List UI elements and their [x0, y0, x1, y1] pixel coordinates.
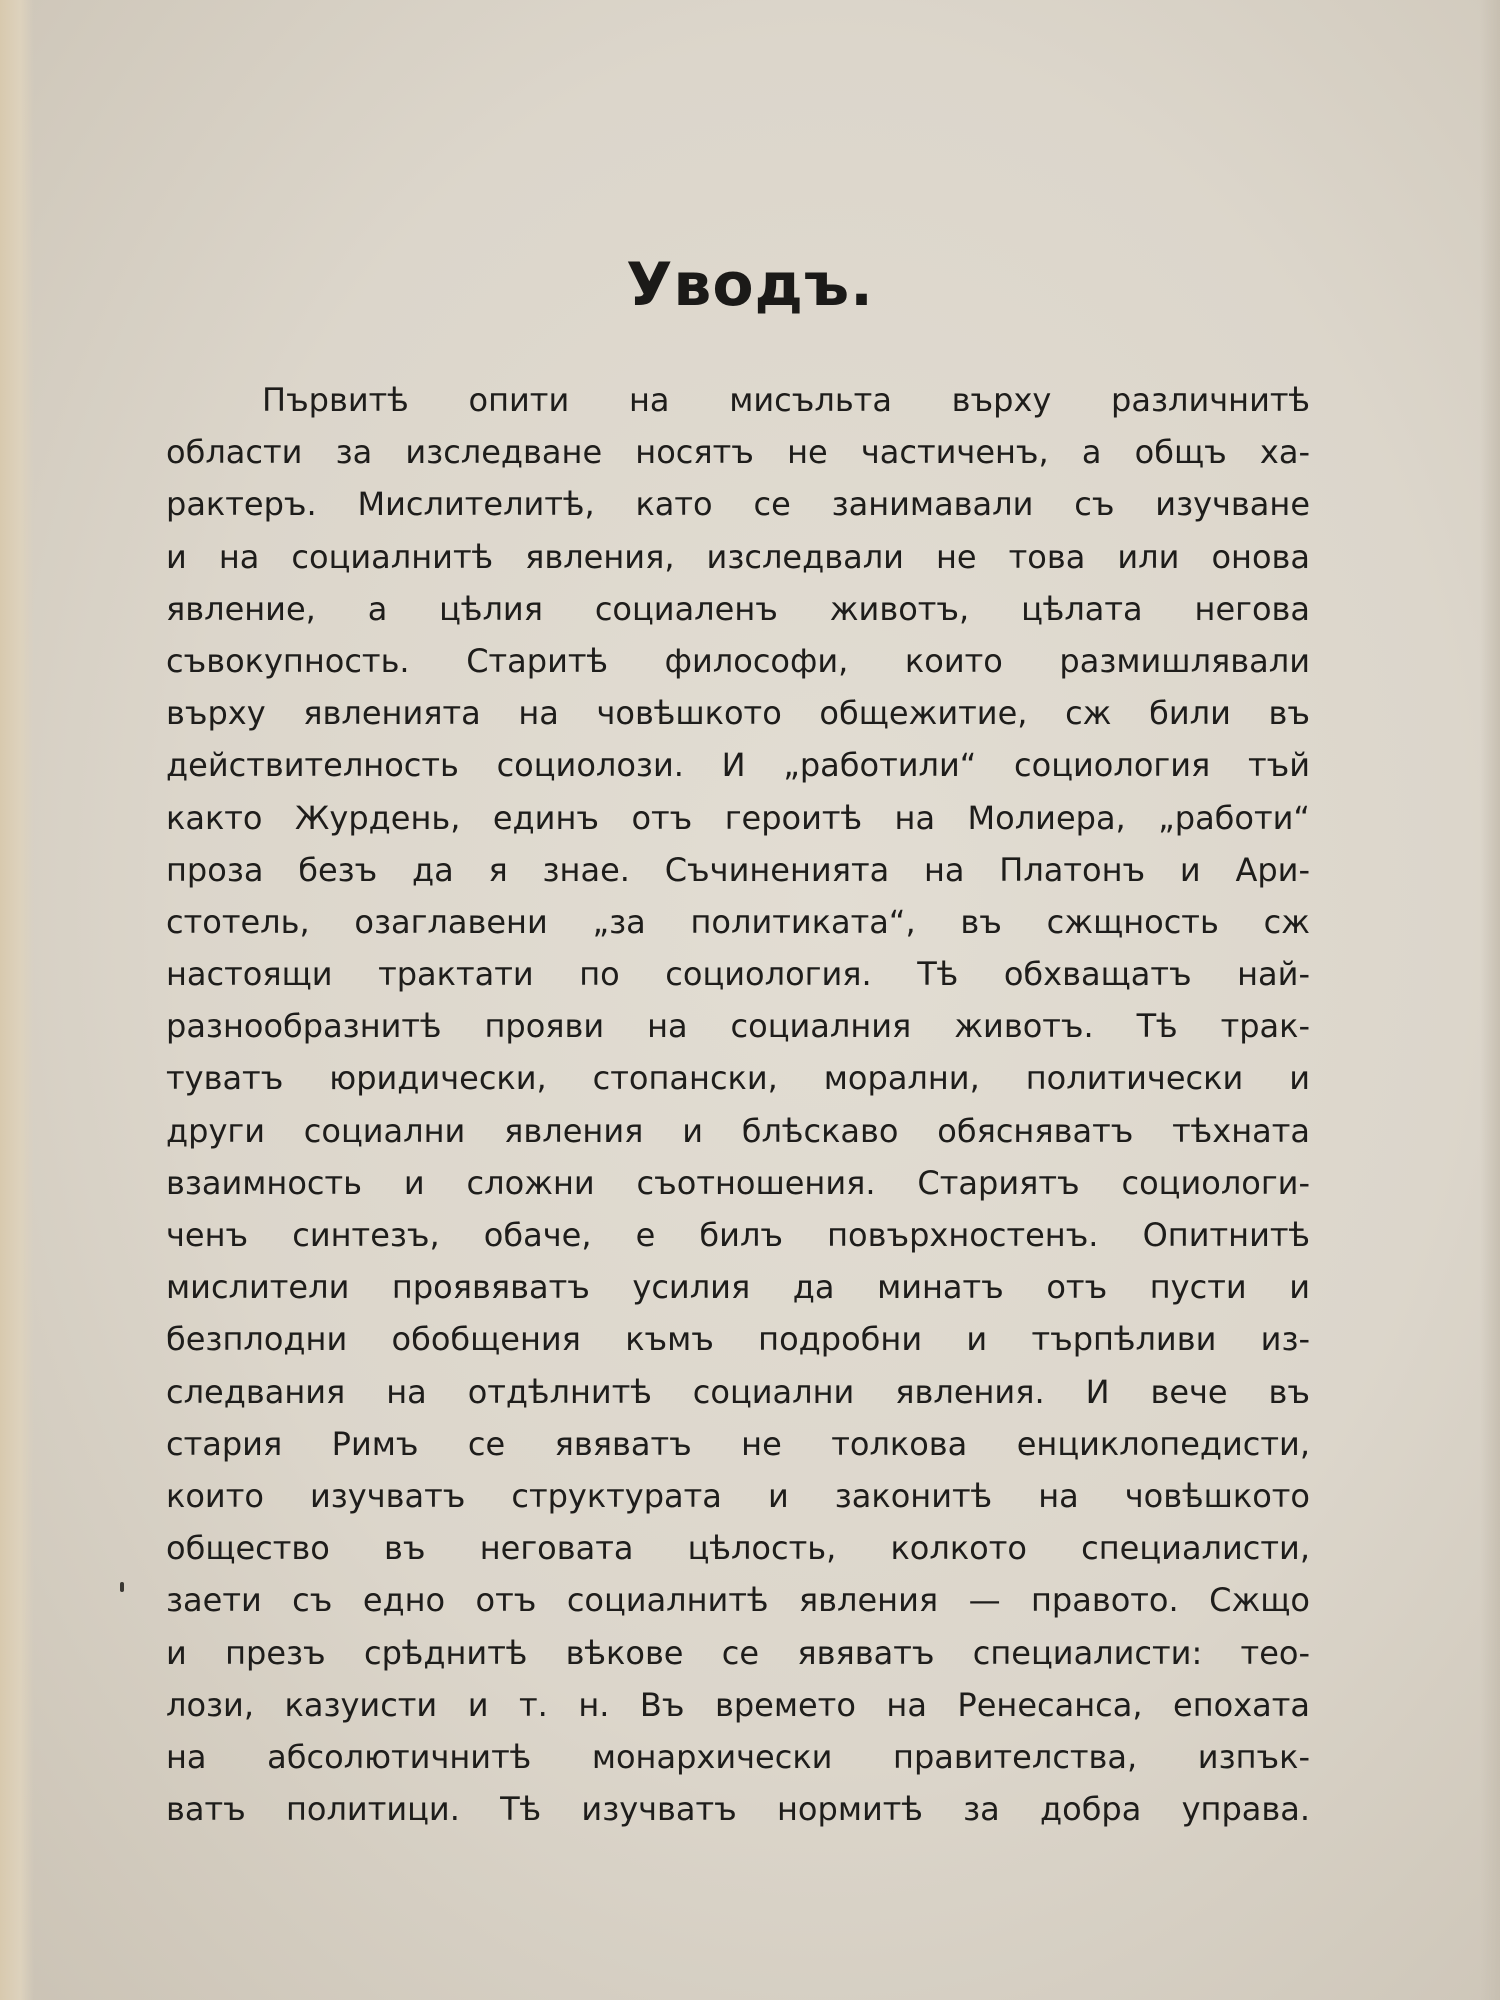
body-text [166, 374, 1310, 1835]
text-line: Първитѣ опити на мисъльта върху различнитѣ [262, 381, 1310, 419]
text-line: настоящи трактати по социология. Тѣ обхващатъ най- [166, 955, 1310, 994]
text-line: действителность социолози. И „работили“ социология тъй [166, 746, 1310, 785]
text-line: стотель, озаглавени „за политиката“, въ сжщность сж [166, 902, 1310, 941]
text-line: следвания на отдѣлнитѣ социални явления. И вече въ [166, 1372, 1310, 1411]
text-line: явление, а цѣлия социаленъ животъ, цѣлата негова [166, 589, 1310, 628]
text-line: ченъ синтезъ, обаче, е билъ повърхностенъ. Опитнитѣ [166, 1216, 1310, 1254]
text-line: рактеръ. Мислителитѣ, като се занимавали съ изучване [166, 485, 1310, 524]
text-line: които изучватъ структурата и законитѣ на човѣшкото [166, 1476, 1310, 1515]
text-line: проза безъ да я знае. Съчиненията на Платонъ и Ари- [166, 850, 1310, 889]
text-line: върху явленията на човѣшкото общежитие, сж били въ [166, 694, 1310, 733]
text-line: общество въ неговата цѣлость, колкото специалисти, [166, 1529, 1310, 1568]
text-line: области за изследване носятъ не частиченъ, а общъ ха- [166, 433, 1310, 472]
text-line: стария Римъ се явяватъ не толкова енциклопедисти, [166, 1424, 1310, 1463]
text-line: ватъ политици. Тѣ изучватъ нормитѣ за добра управа. [166, 1790, 1310, 1829]
text-line: както Журдень, единъ отъ героитѣ на Молиера, „работи“ [166, 798, 1310, 837]
text-line: лози, казуисти и т. н. Въ времето на Ренесанса, епохата [166, 1685, 1310, 1724]
text-line: на абсолютичнитѣ монархически правителства, изпък- [166, 1737, 1310, 1776]
text-line: и презъ срѣднитѣ вѣкове се явяватъ специалисти: тео- [166, 1633, 1310, 1672]
text-line: взаимность и сложни съотношения. Стариятъ социологи- [166, 1163, 1310, 1202]
text-line: безплодни обобщения къмъ подробни и търпѣливи из- [166, 1320, 1310, 1359]
text-line: туватъ юридически, стопански, морални, политически и [166, 1059, 1310, 1098]
text-line: разнообразнитѣ прояви на социалния животъ. Тѣ трак- [166, 1007, 1310, 1046]
text-line: и на социалнитѣ явления, изследвали не това или онова [166, 537, 1310, 576]
chapter-title: Уводъ. [626, 250, 874, 320]
text-line: заети съ едно отъ социалнитѣ явления — правото. Сжщо [166, 1581, 1310, 1620]
text-line: мислители проявяватъ усилия да минатъ отъ пусти и [166, 1268, 1310, 1307]
ink-speck [120, 1582, 124, 1592]
text-line: съвокупность. Старитѣ философи, които размишлявали [166, 641, 1310, 680]
text-line: други социални явления и блѣскаво обясняватъ тѣхната [166, 1111, 1310, 1150]
